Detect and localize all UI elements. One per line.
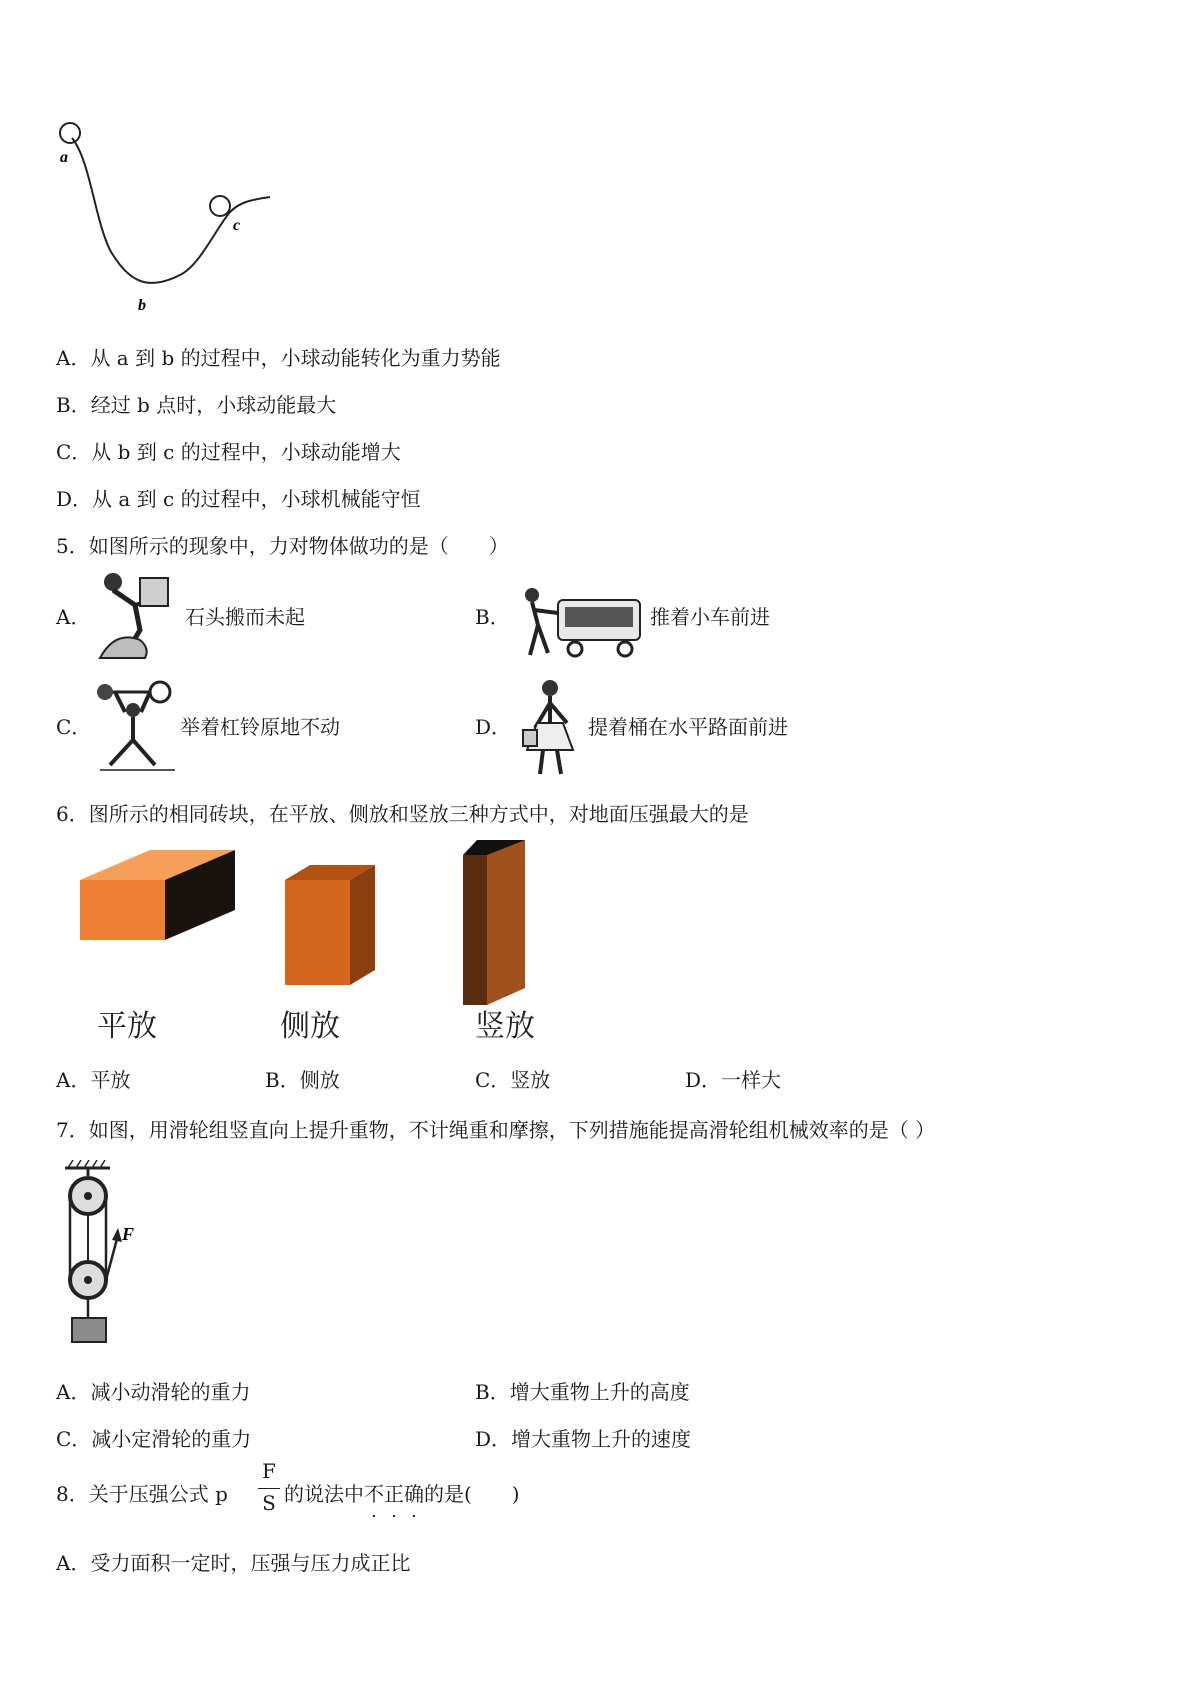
ball-at-a	[60, 123, 80, 143]
q5-option-d-letter: D．	[475, 715, 512, 739]
q7-option-c: C．减小定滑轮的重力	[56, 1427, 252, 1451]
q7-option-a: A．减小动滑轮的重力	[56, 1380, 251, 1404]
emphasis-char-1: 不	[364, 1482, 384, 1506]
q4-option-a: A．从 a 到 b 的过程中，小球动能转化为重力势能	[56, 346, 501, 370]
q8-stem-suffix: 的是( )	[424, 1482, 520, 1506]
fraction-numerator: F	[262, 1459, 276, 1483]
pulley-system-figure	[60, 1160, 160, 1350]
track-diagram	[50, 120, 270, 320]
q5-option-c-letter: C．	[56, 715, 92, 739]
q5-option-a-text: 石头搬而未起	[185, 605, 305, 629]
emphasis-char-3: 确	[404, 1482, 424, 1506]
q8-stem-mid: 的说法中	[284, 1482, 364, 1506]
q7-option-b: B．增大重物上升的高度	[475, 1380, 690, 1404]
q4-option-d: D．从 a 到 c 的过程中，小球机械能守恒	[56, 487, 421, 511]
q8-stem-prefix: 8．关于压强公式 p	[56, 1482, 228, 1506]
q5-option-c-text: 举着杠铃原地不动	[180, 715, 340, 739]
pushing-cart-picture	[510, 585, 650, 660]
q4-option-b: B．经过 b 点时，小球动能最大	[56, 393, 337, 417]
bricks-figure	[75, 840, 555, 1020]
pressure-fraction	[258, 1460, 280, 1520]
fraction-denominator: S	[262, 1491, 276, 1515]
vertical-brick	[463, 840, 525, 1005]
force-label: F	[122, 1224, 135, 1244]
weight-block	[72, 1318, 106, 1342]
track-curve	[72, 138, 270, 283]
q6-option-d: D．一样大	[685, 1068, 782, 1092]
brick-label-vertical: 竖放	[475, 1009, 535, 1044]
label-c: c	[233, 217, 241, 234]
side-brick	[285, 865, 375, 985]
carrying-bucket-picture	[515, 678, 585, 778]
q5-option-a-letter: A．	[56, 605, 91, 629]
q8-stem-rest	[284, 1482, 520, 1506]
q5-option-b-letter: B．	[475, 605, 510, 629]
q7-option-d: D．增大重物上升的速度	[475, 1427, 692, 1451]
q8-option-a: A．受力面积一定时，压强与压力成正比	[56, 1551, 411, 1575]
label-b: b	[138, 297, 146, 314]
brick-label-flat: 平放	[97, 1009, 157, 1044]
brick-label-side: 侧放	[280, 1009, 340, 1044]
q4-option-c: C．从 b 到 c 的过程中，小球动能增大	[56, 440, 401, 464]
lifting-stone-picture	[95, 570, 175, 660]
q6-stem: 6．图所示的相同砖块，在平放、侧放和竖放三种方式中，对地面压强最大的是	[56, 802, 749, 826]
q5-stem: 5．如图所示的现象中，力对物体做功的是（ ）	[56, 534, 509, 558]
q6-option-c: C．竖放	[475, 1068, 551, 1092]
q6-option-a: A．平放	[56, 1068, 131, 1092]
flat-brick	[80, 850, 235, 940]
ball-at-c	[210, 196, 230, 216]
emphasis-char-2: 正	[384, 1482, 404, 1506]
q5-option-d-text: 提着桶在水平路面前进	[588, 715, 788, 739]
q5-option-b-text: 推着小车前进	[650, 605, 770, 629]
q7-stem: 7．如图，用滑轮组竖直向上提升重物，不计绳重和摩擦，下列措施能提高滑轮组机械效率的是（ ）	[56, 1118, 936, 1142]
holding-barbell-picture	[95, 680, 185, 775]
label-a: a	[60, 149, 68, 166]
q6-option-b: B．侧放	[265, 1068, 340, 1092]
